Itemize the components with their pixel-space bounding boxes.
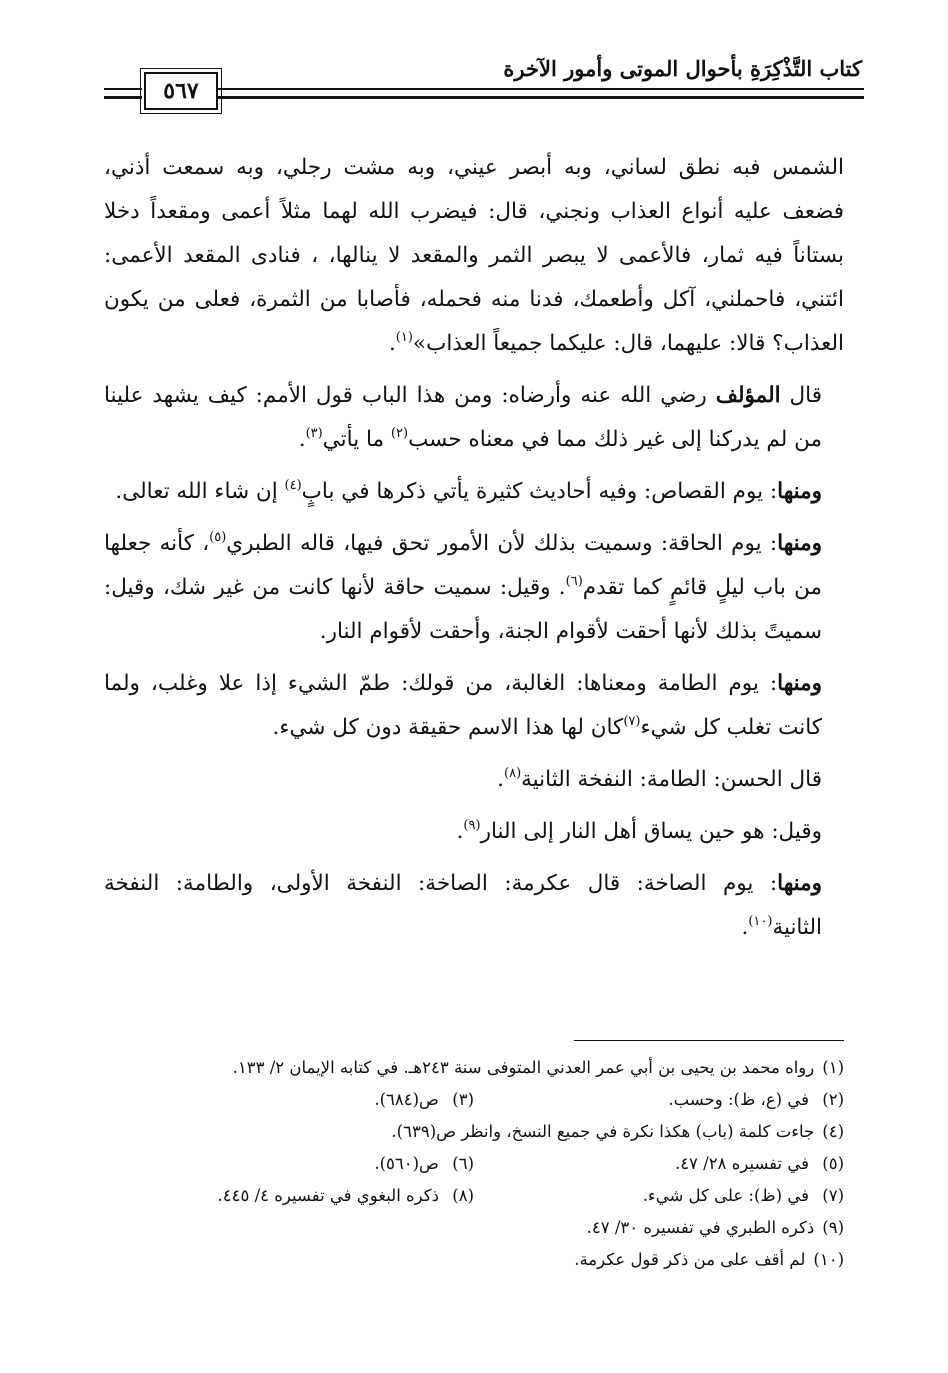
paragraph-text: . (298, 427, 306, 452)
footnote-text: في (ع، ظ): وحسب. (668, 1090, 809, 1109)
header-rule-left-thick (104, 96, 142, 99)
footnote-row (104, 1148, 844, 1180)
footnote-ref: (١٠) (748, 914, 773, 929)
paragraph-text: رضي الله عنه وأرضاه: ومن هذا الباب قول الأمم: كيف يشهد علينا من لم يدركنا إلى غير ذلك مما في معناه حسب (104, 383, 822, 452)
paragraph-6 (104, 758, 844, 802)
footnote-row (104, 1084, 844, 1116)
footnote-text: رواه محمد بن يحيى بن أبي عمر العدني المتوفى سنة ٢٤٣هـ. في كتابه الإيمان ٢/ ١٣٣. (232, 1058, 815, 1077)
footnote-ref: (١) (395, 330, 413, 345)
section-label: ومنها (777, 479, 822, 504)
footnote-text: جاءت كلمة (باب) هكذا نكرة في جميع النسخ، وانظر ص(٦٣٩). (391, 1122, 815, 1141)
footnote-row (104, 1180, 844, 1212)
footnote-ref: (٤) (284, 478, 302, 493)
footnote-number: (١٠) (813, 1250, 844, 1269)
footnote-number: (١) (822, 1058, 844, 1077)
paragraph-text: : يوم القصاص: وفيه أحاديث كثيرة يأتي ذكرها في بابٍ (301, 479, 778, 504)
paragraph-8 (104, 862, 844, 950)
footnote-6 (104, 1148, 474, 1180)
header-rule (218, 88, 864, 90)
footnote-3 (104, 1084, 474, 1116)
header-rule-left (104, 88, 142, 90)
footnote-5 (474, 1148, 844, 1180)
section-label: ومنها (777, 871, 822, 896)
paragraph-text: . وقيل: سميت حاقة لأنها كانت من غير شك، وقيل: سميتً بذلك لأنها أحقت لأقوام الجنة، وأحقت لأقوام النار. (104, 575, 822, 644)
paragraph-text: كان لها هذا الاسم حقيقة دون كل شيء. (272, 715, 624, 740)
footnote-text: ص(٦٨٤). (374, 1090, 439, 1109)
paragraph-5 (104, 662, 844, 750)
paragraph-text: : يوم الحاقة: وسميت بذلك لأن الأمور تحق فيها، قاله الطبري (226, 531, 778, 556)
footnote-number: (٣) (452, 1090, 474, 1109)
footnote-9 (104, 1212, 844, 1244)
footnote-1 (104, 1052, 844, 1084)
paragraph-3 (104, 470, 844, 514)
footnote-number: (٢) (822, 1090, 844, 1109)
paragraph-text: . (497, 767, 505, 792)
footnote-7 (474, 1180, 844, 1212)
main-text (104, 146, 844, 958)
book-title: كتاب التَّذْكِرَةِ بأحوال الموتى وأمور الآخرة (503, 56, 862, 81)
paragraph-4 (104, 522, 844, 654)
footnote-number: (٤) (822, 1122, 844, 1141)
paragraph-text: . (456, 819, 464, 844)
paragraph-text: وقيل: هو حين يساق أهل النار إلى النار (480, 819, 822, 844)
footnote-4 (104, 1116, 844, 1148)
paragraph-1 (104, 146, 844, 366)
footnote-ref: (٦) (565, 574, 583, 589)
footnote-number: (٥) (822, 1154, 844, 1173)
paragraph-text: : يوم الصاخة: قال عكرمة: الصاخة: النفخة الأولى، والطامة: النفخة الثانية (104, 871, 822, 940)
footnote-8 (104, 1180, 474, 1212)
footnote-ref: (٢) (390, 426, 409, 441)
paragraph-text: إن شاء الله تعالى. (115, 479, 285, 504)
footnote-text: ذكره الطبري في تفسيره ٣٠/ ٤٧. (586, 1218, 815, 1237)
author-label: المؤلف (715, 383, 781, 408)
page-header (104, 48, 864, 104)
page-number-box (144, 72, 218, 110)
footnote-text: ص(٥٦٠). (374, 1154, 439, 1173)
footnote-ref: (٩) (463, 818, 481, 833)
footnote-ref: (٧) (623, 714, 641, 729)
footnote-ref: (٥) (209, 530, 227, 545)
footnote-10 (104, 1244, 844, 1276)
footnote-number: (٧) (822, 1186, 844, 1205)
paragraph-text: . (741, 915, 749, 940)
footnote-number: (٦) (452, 1154, 474, 1173)
paragraph-2 (104, 374, 844, 462)
paragraph-text: : يوم الطامة ومعناها: الغالبة، من قولك: طمّ الشيء إذا علا وغلب، ولما كانت تغلب كل شيء (104, 671, 822, 740)
footnote-ref: (٣) (305, 426, 323, 441)
paragraph-text: ، كأنه جعلها من باب ليلٍ قائمٍ كما تقدم (104, 531, 822, 600)
footnote-text: ذكره البغوي في تفسيره ٤/ ٤٤٥. (217, 1186, 439, 1205)
footnote-separator (574, 1040, 844, 1041)
paragraph-text: الشمس فبه نطق لساني، وبه أبصر عيني، وبه مشت رجلي، وبه سمعت أذني، فضعف عليه أنواع العذاب ونجني، قال: فيضرب الله لهما مثلاً أعمى ومقعداً دخلا بستاناً فيه ثمار، فالأعمى لا يبصر الثمر والمقعد لا ينالها، ، فنادى المقعد الأعمى: ائتني، فاحملني، آكل وأطعمك، فدنا منه فحمله، فأصابا من الثمرة، فعلى من يكون العذاب؟ قالا: عليهما، قال: عليكما جميعاً العذاب» (104, 155, 844, 356)
section-label: ومنها (777, 671, 822, 696)
footnote-text: لم أقف على من ذكر قول عكرمة. (574, 1250, 806, 1269)
section-label: ومنها (777, 531, 822, 556)
footnote-number: (٩) (822, 1218, 844, 1237)
paragraph-text: قال الحسن: الطامة: النفخة الثانية (521, 767, 822, 792)
footnote-number: (٨) (452, 1186, 474, 1205)
footnote-text: في تفسيره ٢٨/ ٤٧. (674, 1154, 809, 1173)
footnote-text: في (ظ): على كل شيء. (642, 1186, 809, 1205)
page-number: ٥٦٧ (163, 78, 199, 104)
paragraph-text: ما يأتي (322, 427, 391, 452)
footnote-ref: (٨) (504, 766, 522, 781)
paragraph-text: قال (780, 383, 823, 408)
header-rule-thick (218, 96, 864, 99)
paragraph-text: . (388, 331, 396, 356)
footnotes (104, 1052, 844, 1276)
footnote-2 (474, 1084, 844, 1116)
paragraph-7 (104, 810, 844, 854)
